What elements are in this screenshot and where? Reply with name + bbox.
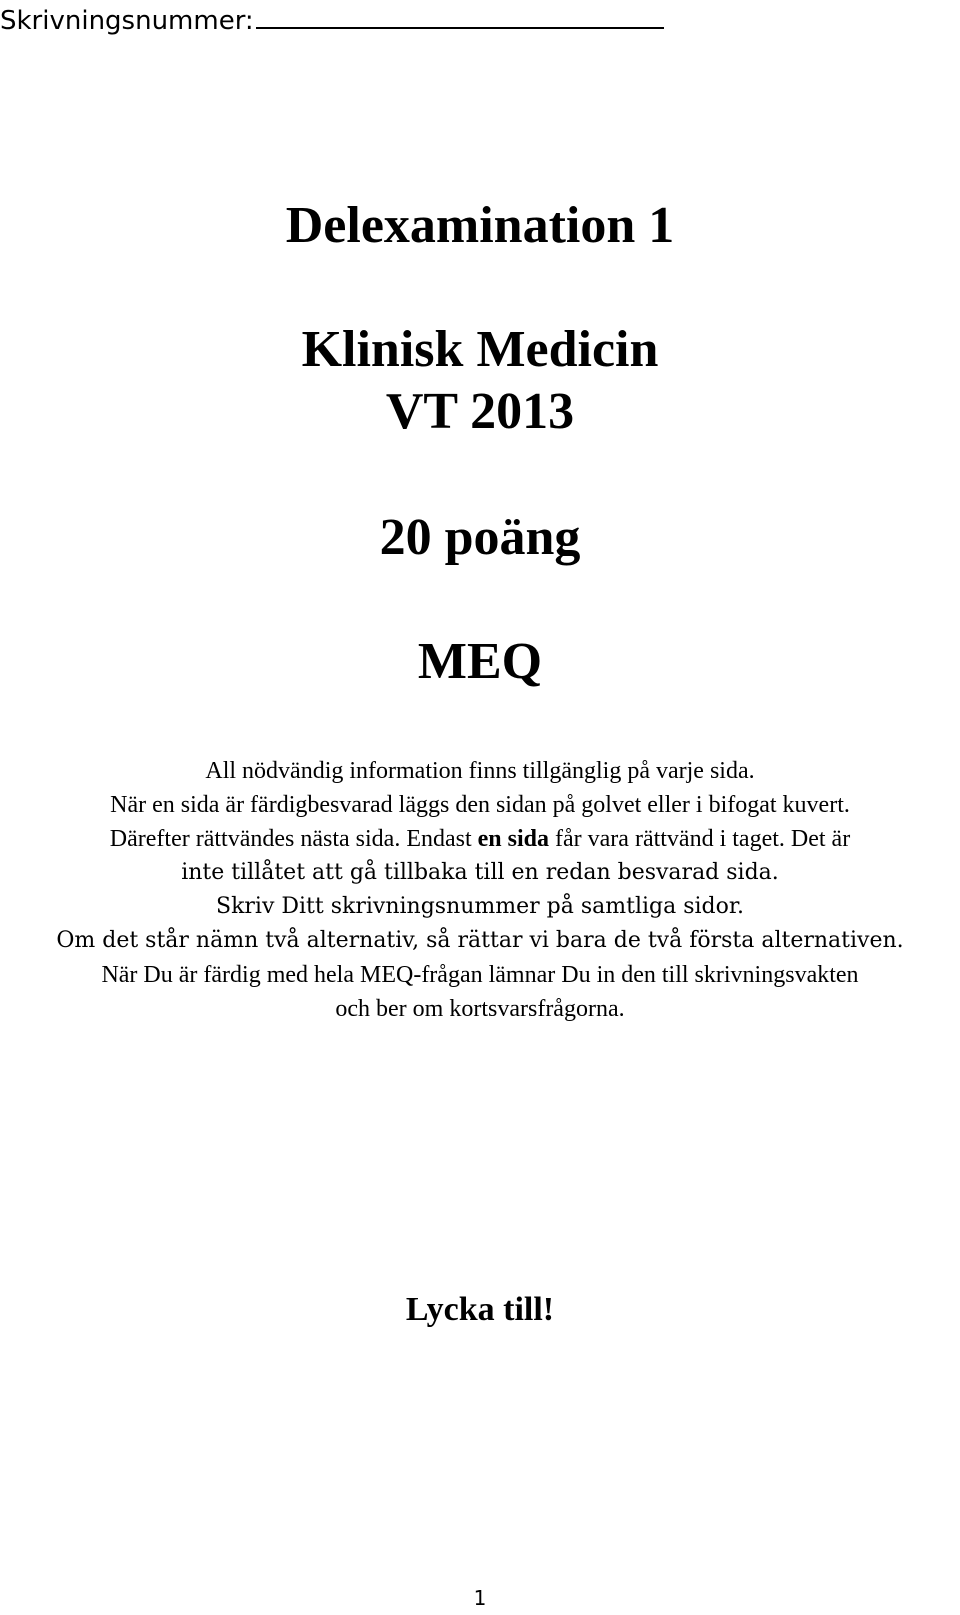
- exam-title: Delexamination 1: [285, 197, 675, 254]
- instruction-line-mixed: [0, 822, 960, 856]
- instruction-line: När en sida är färdigbesvarad läggs den sidan på golvet eller i bifogat kuvert.: [110, 792, 850, 818]
- instruction-emphasis: en sida: [477, 826, 550, 852]
- instruction-line: Skriv Ditt skrivningsnummer på samtliga sidor.: [216, 894, 744, 919]
- term: VT 2013: [385, 383, 575, 440]
- points: 20 poäng: [379, 509, 581, 566]
- exam-number-field: [0, 2, 664, 36]
- instruction-line: inte tillåtet att gå tillbaka till en redan besvarad sida.: [181, 860, 779, 885]
- exam-number-blank-line: [256, 2, 664, 29]
- exam-number-label: Skrivningsnummer:: [0, 6, 254, 36]
- course-name: Klinisk Medicin: [301, 321, 659, 378]
- instruction-line: När Du är färdig med hela MEQ-frågan lämnar Du in den till skrivningsvakten: [101, 962, 859, 988]
- instructions: [0, 754, 960, 1026]
- instruction-text: Därefter rättvändes nästa sida. Endast: [109, 826, 478, 852]
- exam-format: MEQ: [417, 633, 543, 690]
- page-number: 1: [473, 1586, 487, 1610]
- good-luck-message: Lycka till!: [405, 1291, 555, 1328]
- instruction-line: och ber om kortsvarsfrågorna.: [335, 996, 625, 1022]
- instruction-line: Om det står nämn två alternativ, så rättar vi bara de två första alternativen.: [56, 928, 904, 953]
- instruction-line: All nödvändig information finns tillgänglig på varje sida.: [205, 758, 755, 784]
- instruction-text: får vara rättvänd i taget. Det är: [549, 826, 851, 852]
